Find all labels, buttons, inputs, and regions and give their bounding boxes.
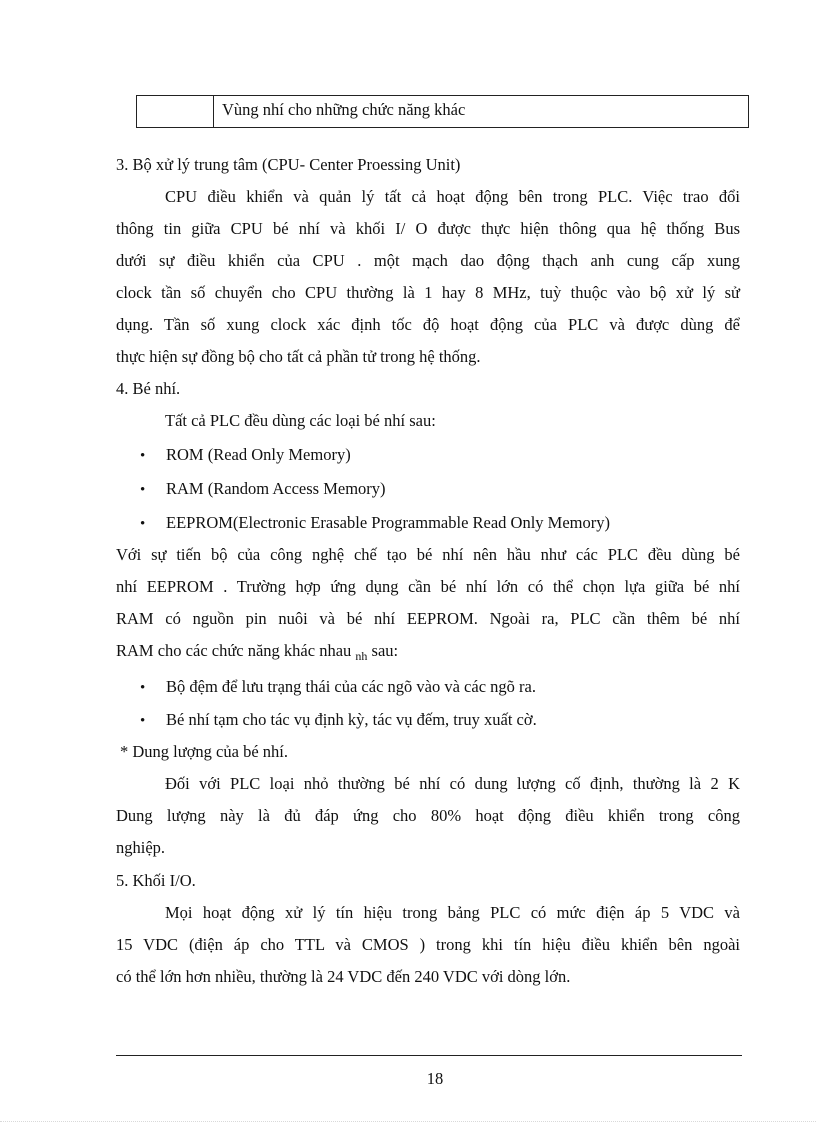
list-item xyxy=(140,676,536,699)
capacity-line: Đối với PLC loại nhỏ thường bé nhí có dung lượng cố định, thường là 2 K xyxy=(165,774,740,793)
list-item-text: RAM (Random Access Memory) xyxy=(166,479,386,498)
bullet-icon: • xyxy=(140,680,146,696)
section-4-intro: Tất cả PLC đều dùng các loại bé nhí sau: xyxy=(165,411,436,430)
section-3-line: thông tin giữa CPU bé nhí và khối I/ O được thực hiện thông qua hệ thống Bus xyxy=(116,219,740,238)
bullet-icon: • xyxy=(140,516,146,532)
table-cell-text: Vùng nhí cho những chức năng khác xyxy=(222,100,466,119)
subscript-text: nh xyxy=(355,649,368,663)
section-4-paragraph-line xyxy=(116,640,398,663)
section-3-line: thực hiện sự đồng bộ cho tất cả phần tử trong hệ thống. xyxy=(116,347,481,366)
section-3-line: dụng. Tần số xung clock xác định tốc độ hoạt động của PLC và được dùng để xyxy=(116,315,740,334)
bullet-icon: • xyxy=(140,713,146,729)
section-3-line: clock tần số chuyển cho CPU thường là 1 hay 8 MHz, tuỳ thuộc vào bộ xử lý sử xyxy=(116,283,740,302)
capacity-heading: * Dung lượng của bé nhí. xyxy=(120,742,288,761)
section-5-line: 15 VDC (điện áp cho TTL và CMOS ) trong khi tín hiệu điều khiển bên ngoài xyxy=(116,935,740,954)
table-cell-empty xyxy=(137,96,214,127)
section-4-paragraph-line: RAM có nguồn pin nuôi và bé nhí EEPROM. Ngoài ra, PLC cần thêm bé nhí xyxy=(116,609,740,628)
section-4-paragraph-line: nhí EEPROM . Trường hợp ứng dụng cần bé nhí lớn có thể chọn lựa giữa bé nhí xyxy=(116,577,740,596)
list-item xyxy=(140,512,610,535)
section-4-heading: 4. Bé nhí. xyxy=(116,379,181,398)
capacity-line: Dung lượng này là đủ đáp ứng cho 80% hoạt động điều khiển trong công xyxy=(116,806,740,825)
section-4-paragraph-line: Với sự tiến bộ của công nghệ chế tạo bé nhí nên hầu như các PLC đều dùng bé xyxy=(116,545,740,564)
capacity-line: nghiệp. xyxy=(116,838,166,857)
list-item xyxy=(140,444,351,467)
list-item xyxy=(140,478,386,501)
section-3-line: CPU điều khiển và quản lý tất cả hoạt động bên trong PLC. Việc trao đổi xyxy=(165,187,740,206)
list-item-text: Bé nhí tạm cho tác vụ định kỳ, tác vụ đếm, truy xuất cờ. xyxy=(166,710,537,729)
bullet-icon: • xyxy=(140,448,146,464)
list-item-text: ROM (Read Only Memory) xyxy=(166,445,351,464)
paragraph-text: sau: xyxy=(371,641,399,660)
paragraph-text: RAM cho các chức năng khác nhau xyxy=(116,641,352,660)
bullet-icon: • xyxy=(140,482,146,498)
section-5-heading: 5. Khối I/O. xyxy=(116,871,196,890)
list-item-text: Bộ đệm để lưu trạng thái của các ngõ vào và các ngõ ra. xyxy=(166,677,536,696)
section-5-line: Mọi hoạt động xử lý tín hiệu trong bảng PLC có mức điện áp 5 VDC và xyxy=(165,903,740,922)
section-3-heading: 3. Bộ xử lý trung tâm (CPU- Center Proessing Unit) xyxy=(116,155,461,174)
page-number: 18 xyxy=(426,1069,444,1088)
list-item-text: EEPROM(Electronic Erasable Programmable Read Only Memory) xyxy=(166,513,611,532)
page-bottom-border xyxy=(0,1121,816,1122)
section-5-line: có thể lớn hơn nhiều, thường là 24 VDC đến 240 VDC với dòng lớn. xyxy=(116,967,571,986)
table-row xyxy=(136,95,749,128)
footer-divider xyxy=(116,1055,742,1056)
list-item xyxy=(140,709,537,732)
section-3-line: dưới sự điều khiển của CPU . một mạch dao động thạch anh cung cấp xung xyxy=(116,251,740,270)
